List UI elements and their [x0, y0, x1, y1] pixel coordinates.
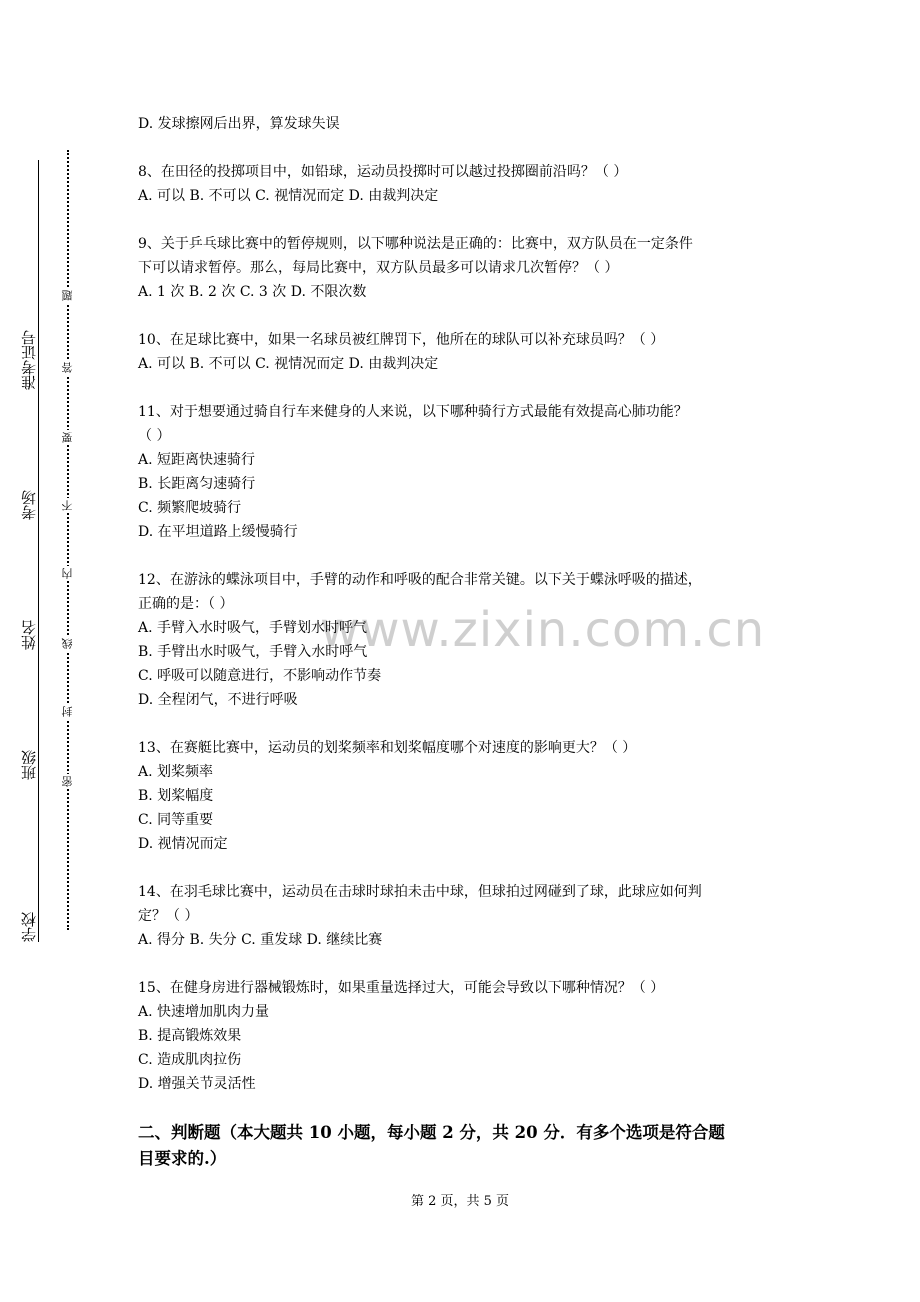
seal-char: 内	[61, 568, 74, 579]
option-line: D. 全程闭气，不进行呼吸	[138, 692, 298, 708]
option-line: C. 造成肌肉拉伤	[138, 1052, 242, 1068]
option-line: A. 短距离快速骑行	[138, 452, 256, 468]
option-line: A. 手臂入水时吸气，手臂划水时呼气	[138, 620, 368, 636]
exam-room-label: 考场	[20, 490, 38, 520]
question-7-tail	[138, 112, 788, 136]
class-label: 班级	[20, 750, 38, 780]
seal-char: 密	[61, 776, 74, 787]
option-line: A. 可以 B. 不可以 C. 视情况而定 D. 由裁判决定	[138, 356, 439, 372]
question-stem: 正确的是：（ ）	[138, 596, 234, 612]
question-stem: 11、对于想要通过骑自行车来健身的人来说，以下哪种骑行方式最能有效提高心肺功能？	[138, 404, 688, 420]
school-label: 学校	[20, 912, 38, 942]
question-15	[138, 976, 788, 1096]
section-2-heading	[138, 1120, 788, 1172]
seal-char: 线	[61, 638, 74, 649]
option-line: D. 视情况而定	[138, 836, 228, 852]
option-line: A. 可以 B. 不可以 C. 视情况而定 D. 由裁判决定	[138, 188, 439, 204]
option-line: A. 划桨频率	[138, 764, 214, 780]
watermark: www.zixin.com.cn	[320, 602, 766, 658]
question-11	[138, 400, 788, 544]
question-14	[138, 880, 788, 952]
question-stem: （ ）	[138, 428, 171, 444]
question-stem: 10、在足球比赛中，如果一名球员被红牌罚下，他所在的球队可以补充球员吗？（ ）	[138, 332, 665, 348]
option-line: C. 频繁爬坡骑行	[138, 500, 242, 516]
page-footer: 第 2 页，共 5 页	[410, 1194, 510, 1209]
question-9	[138, 232, 788, 304]
option-line: D. 发球擦网后出界，算发球失误	[138, 116, 340, 132]
question-10	[138, 328, 788, 376]
section-title-line: 二、判断题（本大题共 10 小题，每小题 2 分，共 20 分．有多个选项是符合题	[138, 1123, 725, 1142]
seal-char: 不	[61, 500, 74, 511]
option-line: A. 得分 B. 失分 C. 重发球 D. 继续比赛	[138, 932, 383, 948]
question-stem: 8、在田径的投掷项目中，如铅球，运动员投掷时可以越过投掷圈前沿吗？（ ）	[138, 164, 628, 180]
option-line: B. 长距离匀速骑行	[138, 476, 256, 492]
option-line: C. 呼吸可以随意进行，不影响动作节奏	[138, 668, 382, 684]
seal-char: 要	[61, 432, 74, 443]
question-stem: 定？（ ）	[138, 908, 199, 924]
binding-dotted-line	[67, 150, 69, 930]
option-line: B. 手臂出水时吸气，手臂入水时呼气	[138, 644, 368, 660]
option-line: C. 同等重要	[138, 812, 214, 828]
exam-content	[138, 112, 788, 1172]
seal-char: 封	[61, 706, 74, 717]
option-line: B. 提高锻炼效果	[138, 1028, 242, 1044]
name-label: 姓名	[20, 620, 38, 650]
section-title-line: 目要求的.）	[138, 1149, 227, 1168]
question-stem: 12、在游泳的蝶泳项目中，手臂的动作和呼吸的配合非常关键。以下关于蝶泳呼吸的描述，	[138, 572, 702, 588]
question-12	[138, 568, 788, 712]
seal-char: 题	[61, 290, 74, 301]
option-line: B. 划桨幅度	[138, 788, 214, 804]
question-stem: 15、在健身房进行器械锻炼时，如果重量选择过大，可能会导致以下哪种情况？（ ）	[138, 980, 665, 996]
question-8	[138, 160, 788, 208]
question-stem: 13、在赛艇比赛中，运动员的划桨频率和划桨幅度哪个对速度的影响更大？（ ）	[138, 740, 637, 756]
question-13	[138, 736, 788, 856]
question-stem: 14、在羽毛球比赛中，运动员在击球时球拍未击中球，但球拍过网碰到了球，此球应如何判	[138, 884, 702, 900]
question-stem: 9、关于乒乓球比赛中的暂停规则，以下哪种说法是正确的：比赛中，双方队员在一定条件	[138, 236, 693, 252]
seal-char: 答	[61, 362, 74, 373]
question-stem: 下可以请求暂停。那么，每局比赛中，双方队员最多可以请求几次暂停？（ ）	[138, 260, 619, 276]
option-line: A. 快速增加肌肉力量	[138, 1004, 270, 1020]
exam-id-label: 准考证号	[20, 330, 38, 390]
option-line: A. 1 次 B. 2 次 C. 3 次 D. 不限次数	[138, 284, 367, 300]
option-line: D. 增强关节灵活性	[138, 1076, 256, 1092]
option-line: D. 在平坦道路上缓慢骑行	[138, 524, 298, 540]
binding-solid-line	[38, 160, 39, 942]
